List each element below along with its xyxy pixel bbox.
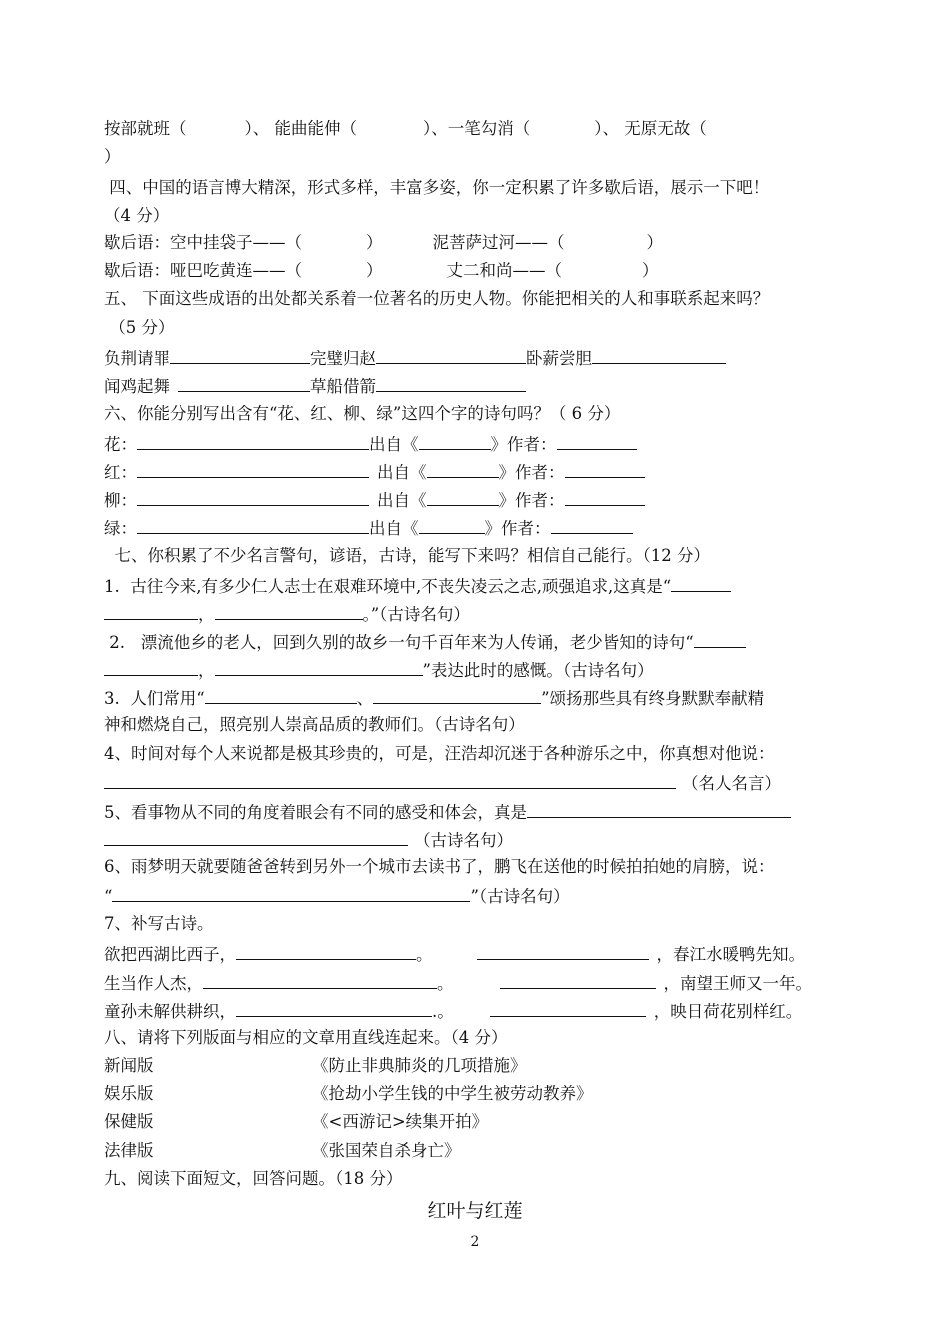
xiehouyu-row-1: 歇后语：空中挂袋子——（ ） 泥菩萨过河——（ ） (104, 233, 663, 252)
answer-line[interactable] (671, 574, 731, 592)
section-5-score: （5 分） (104, 318, 175, 337)
q5: 5、看事物从不同的角度着眼会有不同的感受和体会，真是 (104, 800, 791, 824)
answer-line[interactable] (137, 432, 369, 450)
q7: 7、补写古诗。 (104, 914, 214, 933)
poem-row-hong: 红： 出自《 》作者： (104, 460, 645, 484)
section-7-title: 七、你积累了不少名言警句，谚语，古诗，能写下来吗？相信自己能行。（12 分） (104, 546, 710, 565)
idiom-2: ）、 能曲能伸（ (244, 119, 357, 138)
section-4-score: （4 分） (104, 206, 170, 225)
q1-cont: ， 。”（古诗名句） (104, 602, 470, 626)
answer-line[interactable] (419, 432, 491, 450)
answer-line[interactable] (477, 942, 649, 960)
idiom-person-row-1: 负荆请罪 完璧归赵 卧薪尝胆 (104, 346, 726, 370)
idiom-3: ）、一笔勾消（ (423, 119, 531, 138)
idiom-4: ）、 无原无故（ (594, 119, 707, 138)
column-label-entertainment: 娱乐版 (104, 1084, 154, 1103)
section-5-title: 五、 下面这些成语的出处都关系着一位著名的历史人物。你能把相关的人和事联系起来吗？ (104, 289, 770, 308)
essay-title: 红叶与红莲 (427, 1200, 523, 1222)
answer-line[interactable] (104, 828, 408, 846)
column-label-news: 新闻版 (104, 1056, 154, 1075)
answer-line[interactable] (565, 460, 645, 478)
section-9-title: 九、阅读下面短文，回答问题。（18 分） (104, 1169, 403, 1188)
answer-line[interactable] (500, 971, 656, 989)
section-8-title: 八、请将下列版面与相应的文章用直线连起来。（4 分） (104, 1028, 508, 1047)
answer-line[interactable] (137, 516, 369, 534)
poem-row-liu: 柳： 出自《 》作者： (104, 488, 645, 512)
article-title: 《防止非典肺炎的几项措施》 (312, 1056, 527, 1075)
q6-cont: “ ”（古诗名句） (104, 884, 570, 908)
q2-cont: ， ”表达此时的感慨。（古诗名句） (104, 658, 654, 682)
article-title: 《<西游记>续集开拍》 (312, 1112, 489, 1131)
q4: 4、时间对每个人来说都是极其珍贵的，可是，汪浩却沉迷于各种游乐之中，你真想对他说： (104, 744, 775, 763)
answer-line[interactable] (170, 346, 310, 364)
answer-line[interactable] (376, 346, 526, 364)
answer-line[interactable] (215, 658, 423, 676)
answer-line[interactable] (236, 999, 432, 1017)
idiom-close: ） (104, 147, 121, 166)
answer-line[interactable] (427, 460, 499, 478)
q2: 2. 漂流他乡的老人，回到久别的故乡一句千百年来为人传诵，老少皆知的诗句“ (104, 630, 746, 654)
idiom-row (104, 118, 707, 140)
idiom-person-row-2: 闻鸡起舞 草船借箭 (104, 374, 526, 398)
q5-cont: （古诗名句） (104, 828, 513, 852)
answer-line[interactable] (112, 884, 470, 902)
answer-line[interactable] (178, 374, 310, 392)
q1: 1. 古往今来,有多少仁人志士在艰难环境中,不丧失凌云之志,顽强追求,这真是“ (104, 574, 731, 598)
answer-line[interactable] (527, 800, 791, 818)
q3-cont: 神和燃烧自己，照亮别人崇高品质的教师们。（古诗名句） (104, 715, 525, 734)
answer-line[interactable] (104, 602, 198, 620)
section-6-title: 六、你能分别写出含有“花、红、柳、绿”这四个字的诗句吗？（ 6 分） (104, 404, 621, 423)
answer-line[interactable] (104, 771, 676, 789)
article-title: 《抢劫小学生钱的中学生被劳动教养》 (312, 1084, 593, 1103)
answer-line[interactable] (203, 971, 437, 989)
answer-line[interactable] (137, 488, 369, 506)
column-label-health: 保健版 (104, 1112, 154, 1131)
q4-cont: （名人名言） (104, 771, 781, 795)
poem-row-hua: 花： 出自《 》作者： (104, 432, 637, 456)
answer-line[interactable] (565, 488, 645, 506)
answer-line[interactable] (557, 432, 637, 450)
answer-line[interactable] (104, 658, 198, 676)
q3: 3. 人们常用“ 、 ”颂扬那些具有终身默默奉献精 (104, 686, 764, 710)
answer-line[interactable] (137, 460, 369, 478)
article-title: 《张国荣自杀身亡》 (312, 1141, 461, 1160)
answer-line[interactable] (551, 516, 633, 534)
answer-line[interactable] (427, 488, 499, 506)
answer-line[interactable] (490, 999, 646, 1017)
poem-fill-3: 童孙未解供耕织， .。 ，映日荷花别样红。 (104, 999, 802, 1023)
answer-line[interactable] (373, 686, 541, 704)
answer-line[interactable] (419, 516, 485, 534)
column-label-law: 法律版 (104, 1141, 154, 1160)
answer-line[interactable] (694, 630, 746, 648)
poem-row-lv: 绿： 出自《 》作者： (104, 516, 633, 540)
poem-fill-1: 欲把西湖比西子， 。 ，春江水暖鸭先知。 (104, 942, 805, 966)
answer-line[interactable] (236, 942, 416, 960)
answer-line[interactable] (592, 346, 726, 364)
answer-line[interactable] (205, 686, 357, 704)
poem-fill-2: 生当作人杰， 。 ，南望王师又一年。 (104, 971, 812, 995)
section-4-title: 四、中国的语言博大精深，形式多样，丰富多姿，你一定积累了许多歇后语，展示一下吧！ (104, 178, 770, 197)
page-number: 2 (470, 1234, 480, 1250)
q6: 6、雨梦明天就要随爸爸转到另外一个城市去读书了，鹏飞在送他的时候拍拍她的肩膀，说： (104, 857, 775, 876)
answer-line[interactable] (376, 374, 526, 392)
xiehouyu-row-2: 歇后语：哑巴吃黄连——（ ） 丈二和尚——（ ） (104, 261, 659, 280)
answer-line[interactable] (215, 602, 363, 620)
idiom-1: 按部就班（ (104, 119, 187, 138)
